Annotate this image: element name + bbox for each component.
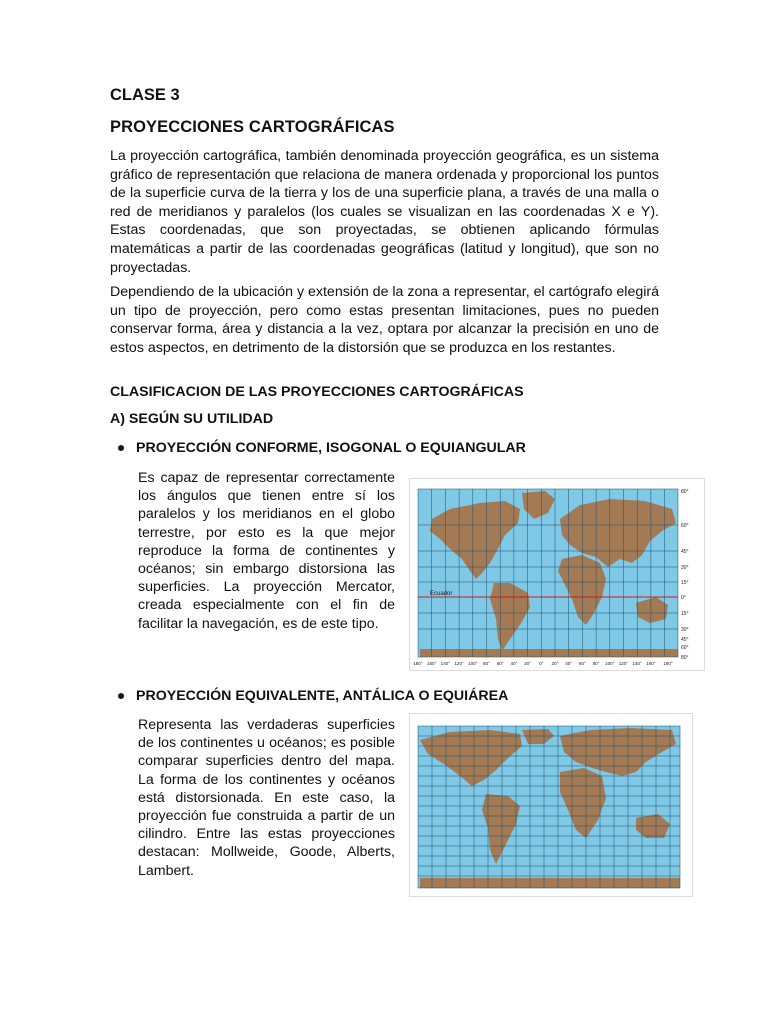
equator-label: Ecuador bbox=[430, 591, 453, 597]
bullet-conforme bbox=[118, 440, 526, 456]
classification-title: CLASIFICACION DE LAS PROYECCIONES CARTOGRÁFICAS bbox=[110, 384, 524, 400]
svg-text:40°: 40° bbox=[510, 661, 518, 666]
svg-text:40°: 40° bbox=[565, 661, 573, 666]
intro-paragraph-1: La proyección cartográfica, también denominada proyección geográfica, es un sistema gráfico de representación que relaciona de manera ordenada y proporcional los puntos de la superficie curva de la tierra y los de una superficie plana, a través de una malla o red de meridianos y paralelos (los cuales se visualizan en las coordenadas X e Y). Estas coordenadas, que son proyectadas, se obtienen aplicando fórmulas matemáticas a partir de las coordenadas geográficas (latitud y longitud), que son no proyectadas. bbox=[110, 148, 659, 276]
svg-text:60°: 60° bbox=[681, 523, 689, 529]
svg-text:100°: 100° bbox=[468, 661, 478, 666]
svg-text:80°: 80° bbox=[681, 489, 689, 495]
svg-text:15°: 15° bbox=[681, 580, 689, 586]
svg-text:60°: 60° bbox=[578, 661, 586, 666]
main-title: PROYECCIONES CARTOGRÁFICAS bbox=[110, 118, 395, 136]
svg-text:60°: 60° bbox=[681, 645, 689, 651]
bullet-dot-icon bbox=[118, 693, 124, 699]
section-text-conforme: Es capaz de representar correctamente los ángulos que tienen entre sí los paralelos y los meridianos en el globo terrestre, por esto es la que mejor reproduce la forma de continentes y océanos; sin embargo distorsiona las superficies. La proyección Mercator, creada especialmente con el fin de facilitar la navegación, es de este tipo. bbox=[138, 470, 395, 632]
svg-text:120°: 120° bbox=[618, 661, 629, 666]
section-text-equivalente: Representa las verdaderas superficies de los continentes u océanos; es posible comparar superficies dentro del mapa. La forma de los continentes y océanos está distorsionada. En este caso, la proyección fue construida a partir de un cilindro. Entre las estas proyecciones destacan: Mollweide, Goode, Alberts, Lambert. bbox=[138, 717, 395, 879]
svg-text:160°: 160° bbox=[646, 661, 656, 666]
svg-text:180°: 180° bbox=[663, 661, 673, 666]
svg-text:160°: 160° bbox=[426, 661, 437, 666]
section-heading-equivalente: PROYECCIÓN EQUIVALENTE, ANTÁLICA O EQUIÁREA bbox=[136, 688, 509, 704]
section-heading-conforme: PROYECCIÓN CONFORME, ISOGONAL O EQUIANGULAR bbox=[136, 440, 526, 456]
bullet-equivalente bbox=[118, 688, 508, 704]
svg-text:45°: 45° bbox=[681, 637, 689, 643]
svg-text:20°: 20° bbox=[524, 661, 532, 666]
svg-text:140°: 140° bbox=[632, 661, 642, 666]
mercator-map-image bbox=[409, 478, 705, 671]
class-title: CLASE 3 bbox=[110, 86, 180, 104]
svg-text:140°: 140° bbox=[440, 661, 451, 666]
svg-text:30°: 30° bbox=[681, 565, 689, 571]
svg-text:120°: 120° bbox=[454, 661, 464, 666]
svg-text:80°: 80° bbox=[592, 661, 600, 666]
svg-text:180°: 180° bbox=[413, 661, 423, 666]
intro-paragraph-2: Dependiendo de la ubicación y extensión de la zona a representar, el cartógrafo elegirá un tipo de proyección, pero como estas presentan limitaciones, pues no pueden conservar forma, área y distancia a la vez, optara por alcanzar la precisión en uno de estos aspectos, en detrimento de la distorsión que se produzca en los restantes. bbox=[110, 284, 659, 356]
equal-area-map-image bbox=[409, 713, 693, 897]
classification-subtitle: A) SEGÚN SU UTILIDAD bbox=[110, 411, 274, 427]
bullet-dot-icon bbox=[118, 445, 124, 451]
svg-text:80°: 80° bbox=[483, 661, 490, 666]
svg-text:20°: 20° bbox=[551, 661, 559, 666]
svg-text:60°: 60° bbox=[496, 661, 504, 666]
svg-text:100°: 100° bbox=[605, 661, 615, 666]
svg-text:0°: 0° bbox=[681, 595, 686, 601]
svg-text:30°: 30° bbox=[681, 627, 689, 633]
svg-text:80°: 80° bbox=[681, 655, 689, 661]
svg-text:0°: 0° bbox=[539, 661, 544, 666]
svg-text:45°: 45° bbox=[681, 549, 689, 555]
svg-text:15°: 15° bbox=[681, 611, 689, 617]
